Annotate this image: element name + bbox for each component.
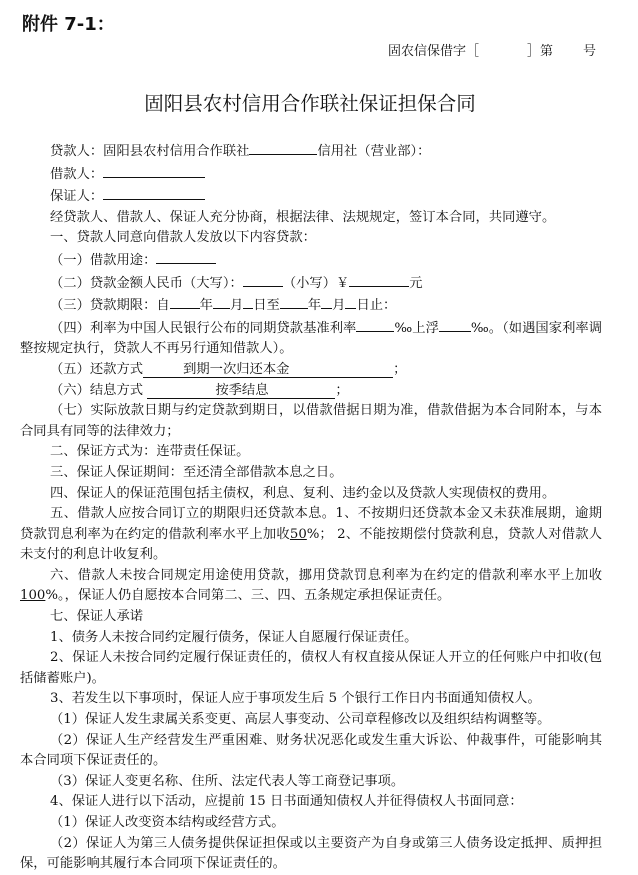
year-label: 年	[307, 298, 322, 314]
amount-figure-blank[interactable]	[349, 272, 409, 287]
borrower-blank[interactable]	[103, 163, 205, 178]
term-label: （三）贷款期限：自	[50, 298, 170, 314]
interest-rate	[20, 317, 602, 360]
commitment-4-1: （1）保证人改变资本结构或经营方式。	[50, 815, 285, 830]
commitment-3-1: （1）保证人发生隶属关系变更、高层人事变动、公司章程修改以及组织结构调整等。	[50, 712, 551, 728]
rate-label: （四）利率为中国人民银行公布的同期贷款基准利率	[50, 320, 357, 336]
section-1: 一、贷款人同意向借款人发放以下内容贷款：	[50, 230, 316, 246]
guarantor-blank[interactable]	[103, 185, 205, 200]
attachment-label: 附件 7-1：	[22, 14, 115, 35]
start-year-blank[interactable]	[170, 294, 200, 309]
section-6	[20, 566, 602, 607]
borrower-line	[20, 163, 602, 186]
lender-line	[20, 140, 602, 163]
settlement-label: （六）结息方式	[50, 382, 144, 398]
section-4: 四、保证人的保证范围包括主债权，利息、复利、违约金以及贷款人实现债权的费用。	[50, 485, 556, 501]
day-end-label: 日止：	[356, 298, 397, 314]
contract-body	[20, 140, 602, 875]
start-day-blank[interactable]	[243, 294, 253, 309]
semicolon: ；	[393, 361, 407, 377]
amount-caps-label: （二）贷款金额人民币（大写）：	[50, 275, 243, 291]
settlement-value[interactable]	[147, 383, 335, 399]
item-7: （七）实际放款日期与约定贷款到期日，以借款借据日期为准，借款借据为本合同附本，与本合同具有同等的法律效力；	[20, 403, 602, 439]
base-rate-blank[interactable]	[356, 317, 394, 332]
interest-settlement	[20, 381, 602, 402]
s5-text: 五、借款人应按合同订立的期限归还贷款本息。1、不按期归还贷款本金又未获准展期，逾期贷款罚息利率为在约定的借款利率水平上加收	[20, 506, 602, 542]
month-label: 月	[229, 298, 244, 314]
commitment-1: 1、债务人未按合同约定履行债务，保证人自愿履行保证责任。	[50, 629, 418, 645]
end-year-blank[interactable]	[280, 294, 308, 309]
repayment-value[interactable]	[143, 362, 393, 378]
penalty-rate-100: 100	[20, 588, 46, 604]
commitment-2: 2、保证人未按合同约定履行保证责任的，债权人有权直接从保证人开立的任何账户中扣收(包括储蓄账户)。	[20, 650, 602, 686]
section-3: 三、保证人保证期间：至还清全部借款本息之日。	[50, 464, 343, 480]
loan-amount	[20, 272, 602, 295]
commitment-4: 4、保证人进行以下活动，应提前 15 日书面通知债权人并征得债权人书面同意：	[50, 794, 523, 810]
loan-purpose-blank[interactable]	[156, 249, 216, 264]
loan-term	[20, 294, 602, 317]
penalty-rate-50: 50	[289, 526, 307, 542]
s5-text-2: %； 2、不能按期偿付贷款利息，贷款人对借款人未支付的利息计收复利。	[20, 526, 602, 563]
section-7: 七、保证人承诺	[50, 609, 144, 625]
guarantor-label: 保证人：	[50, 189, 104, 205]
ref-suffix: 号	[583, 44, 597, 59]
repayment-method	[20, 360, 602, 381]
section-5	[20, 504, 602, 566]
year-label: 年	[199, 298, 213, 314]
lender-label: 贷款人：固阳县农村信用合作联社	[50, 144, 250, 159]
ref-prefix: 固农信保借字［	[388, 44, 480, 59]
loan-purpose-label: （一）借款用途：	[50, 252, 157, 268]
rate-note: ‰。（如遇国家利率调整按规定执行，贷款人不再另行通知借款人）。	[20, 320, 603, 357]
float-label: ‰上浮	[394, 320, 439, 336]
day-to-label: 日至	[253, 298, 280, 314]
s6-text: 六、借款人未按合同规定用途使用贷款，挪用贷款罚息利率为在约定的借款利率水平上加收	[50, 567, 602, 583]
start-month-blank[interactable]	[213, 294, 230, 309]
guarantor-line	[20, 185, 602, 208]
commitment-3-2: （2）保证人生产经营发生严重困难、财务状况恶化或发生重大诉讼、仲裁事件，可能影响其本合同项下保证责任的。	[20, 732, 602, 769]
float-rate-blank[interactable]	[439, 317, 471, 332]
commitment-3: 3、若发生以下事项时，保证人应于事项发生后 5 个银行工作日内书面通知债权人。	[50, 691, 541, 707]
s6-text-2: %。，保证人仍自愿按本合同第二、三、四、五条规定承担保证责任。	[45, 588, 451, 604]
end-month-blank[interactable]	[321, 294, 332, 309]
repayment-label: （五）还款方式	[50, 361, 144, 377]
intro: 经贷款人、借款人、保证人充分协商，根据法律、法规规定，签订本合同，共同遵守。	[50, 209, 556, 225]
settlement-text: 按季结息	[215, 382, 269, 398]
borrower-label: 借款人：	[50, 166, 104, 182]
end-day-blank[interactable]	[345, 294, 356, 309]
commitment-3-3: （3）保证人变更名称、住所、法定代表人等工商登记事项。	[50, 773, 405, 789]
month-label: 月	[332, 298, 346, 314]
page-title: 固阳县农村信用合作联社保证担保合同	[144, 92, 476, 115]
semicolon: ；	[335, 382, 349, 398]
loan-purpose	[20, 249, 602, 272]
commitment-4-2: （2）保证人为第三人债务提供保证担保或以主要资产为自身或第三人债务设定抵押、质押担保，可能影响其履行本合同项下保证责任的。	[20, 835, 602, 872]
ref-mid: ］第	[527, 44, 554, 59]
amount-caps-blank[interactable]	[243, 272, 283, 287]
amount-unit: 元	[409, 275, 423, 291]
lender-branch-blank[interactable]	[249, 140, 317, 155]
lender-suffix: 信用社（营业部）：	[317, 144, 431, 159]
section-2: 二、保证方式为：连带责任保证。	[50, 444, 250, 460]
amount-figure-label: （小写）￥	[282, 275, 350, 291]
contract-number	[388, 40, 596, 59]
repayment-text: 到期一次归还本金	[183, 361, 290, 377]
